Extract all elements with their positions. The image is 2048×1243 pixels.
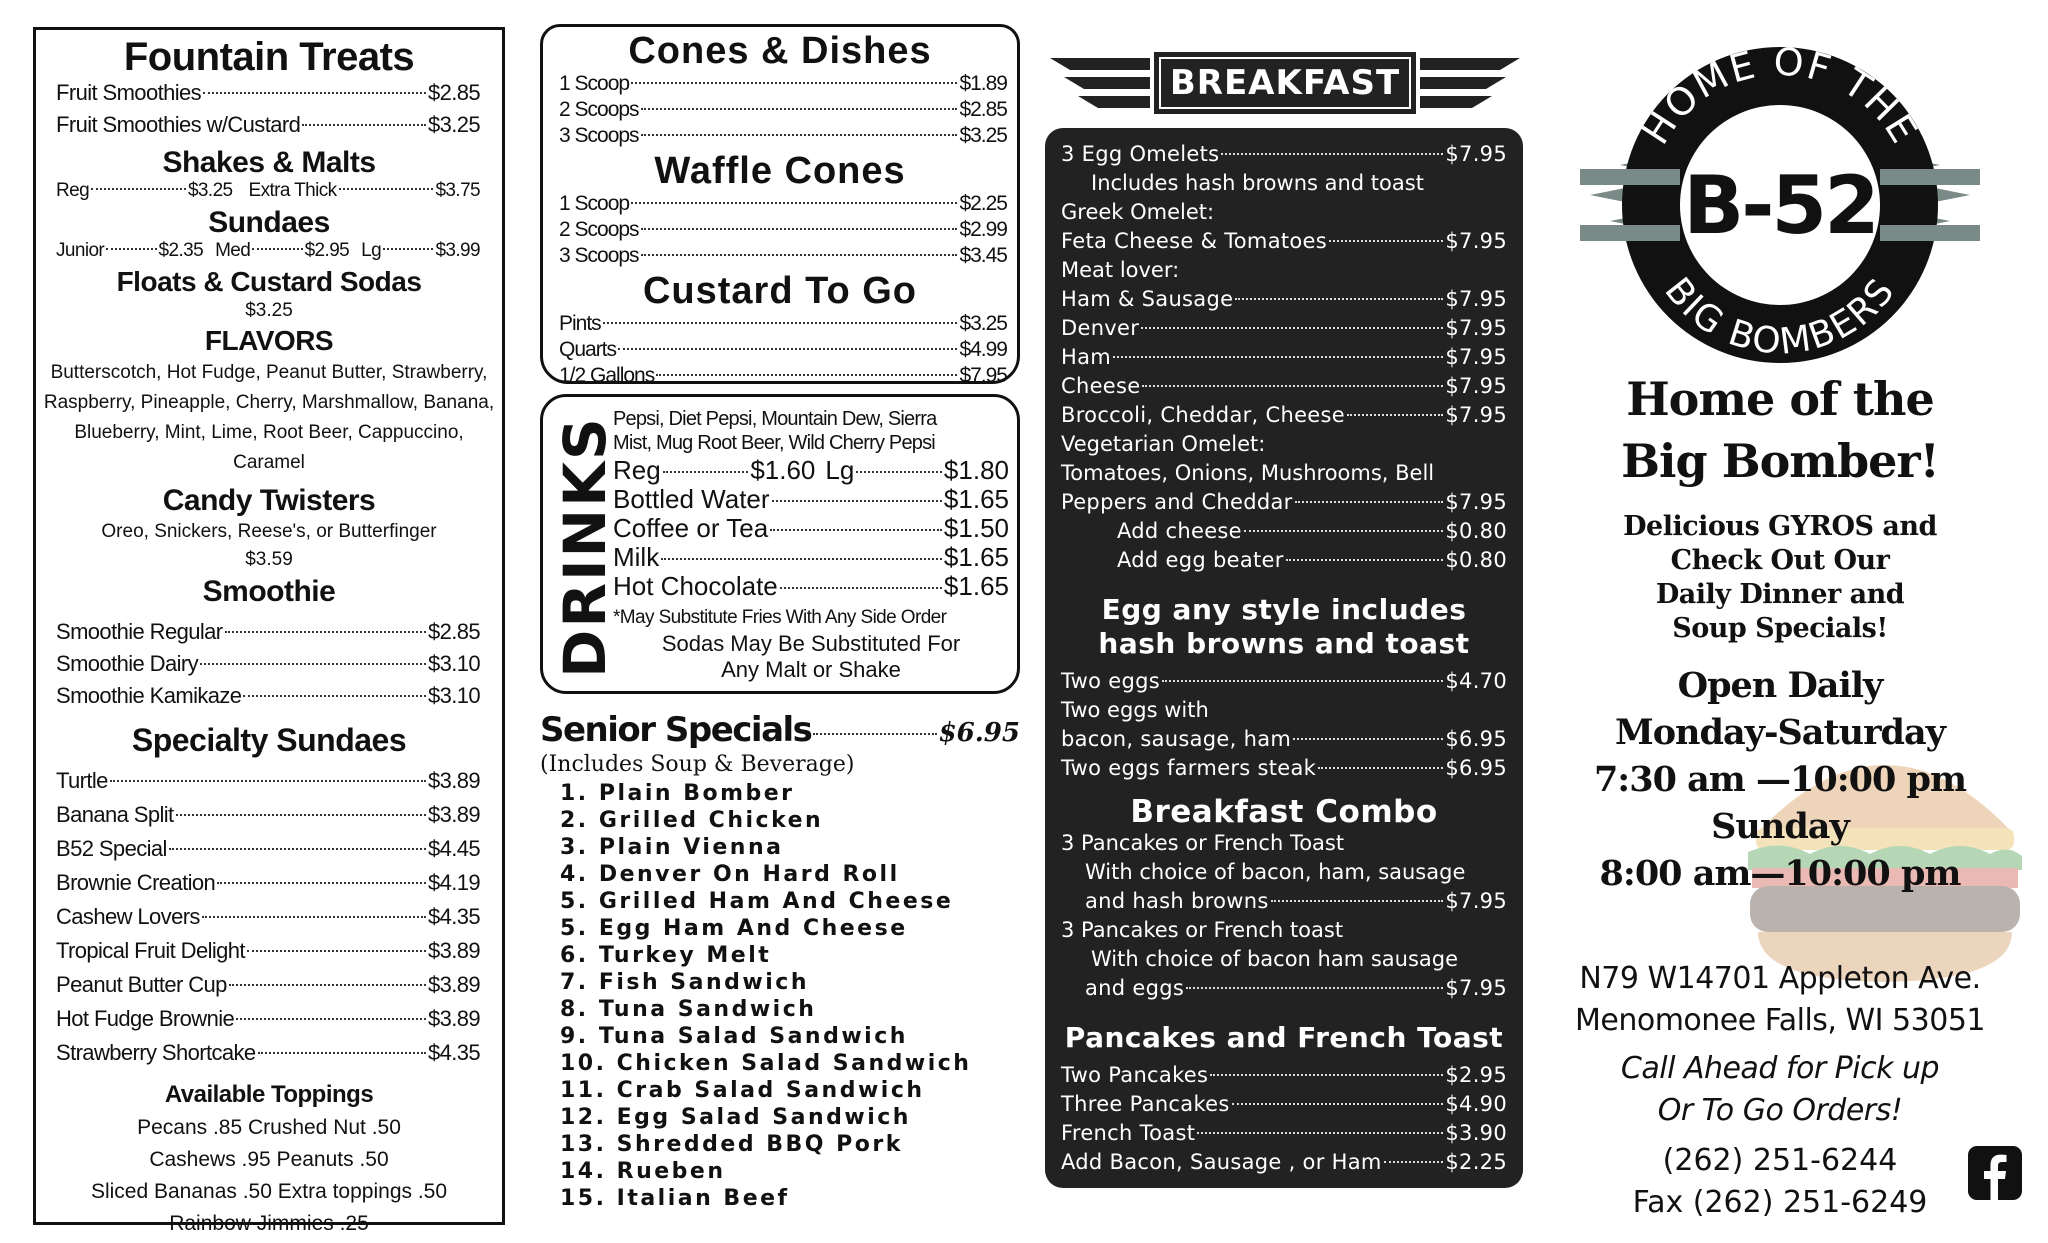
menu-item: Banana Split $3.89 — [56, 802, 480, 827]
menu-item: Hot Chocolate $1.65 — [613, 571, 1009, 601]
menu-item: Two eggs farmers steak $6.95 — [1061, 756, 1507, 780]
menu-item: B52 Special $4.45 — [56, 836, 480, 861]
menu-item: Feta Cheese & Tomatoes $7.95 — [1061, 229, 1507, 253]
logo-text-ring — [1580, 45, 1980, 365]
cones-title: Cones & Dishes — [628, 30, 932, 72]
toppings-line: Sliced Bananas .50 Extra toppings .50 — [90, 1180, 448, 1203]
menu-item: French Toast $3.90 — [1061, 1121, 1507, 1145]
phone-number[interactable]: (262) 251-6244 — [1662, 1143, 1898, 1178]
menu-item: Smoothie Kamikaze $3.10 — [56, 683, 480, 708]
breakfast-banner — [1050, 52, 1520, 114]
meat-label: Meat lover: — [1061, 258, 1180, 282]
promo-line: Check Out Our — [1670, 545, 1890, 576]
svg-text:HOME OF THE — [1633, 45, 1927, 152]
sodas-line: Mist, Mug Root Beer, Wild Cherry Pepsi — [613, 432, 935, 454]
togo-title: Custard To Go — [642, 270, 918, 312]
drinks-panel — [540, 394, 1020, 694]
senior-specials-panel — [540, 710, 1020, 1212]
hours-line: Monday-Saturday — [1614, 712, 1946, 753]
fountain-title: Fountain Treats — [123, 35, 415, 79]
specialty-list — [36, 764, 502, 1070]
combo-line: With choice of bacon, ham, sausage — [1085, 860, 1466, 884]
list-item: 13. Shredded BBQ Pork — [560, 1132, 903, 1157]
toppings-line: Pecans .85 Crushed Nut .50 — [137, 1116, 401, 1139]
sodas-line: Pepsi, Diet Pepsi, Mountain Dew, Sierra — [613, 408, 937, 430]
menu-item: Cashew Lovers $4.35 — [56, 904, 480, 929]
menu-item: Smoothie Dairy $3.10 — [56, 651, 480, 676]
toppings-line: Cashews .95 Peanuts .50 — [149, 1148, 389, 1171]
menu-item: 3 Egg Omelets $7.95 — [1061, 142, 1507, 166]
senior-subtitle: (Includes Soup & Beverage) — [540, 752, 855, 777]
promo-line: Daily Dinner and — [1655, 579, 1905, 610]
smoothie-title: Smoothie — [202, 575, 336, 608]
menu-item: Bottled Water $1.65 — [613, 484, 1009, 514]
b52-logo — [1580, 45, 1980, 365]
list-item: 14. Rueben — [560, 1159, 726, 1184]
promo-text — [1560, 510, 2000, 646]
menu-item: Two Pancakes $2.95 — [1061, 1063, 1507, 1087]
combo-line: With choice of bacon ham sausage — [1091, 947, 1459, 971]
drinks-list — [613, 407, 1009, 683]
list-item: 3. Plain Vienna — [560, 835, 784, 860]
flavors-line: Butterscotch, Hot Fudge, Peanut Butter, Strawberry, — [50, 362, 488, 383]
address — [1540, 958, 2020, 1042]
menu-item: Peppers and Cheddar $7.95 — [1061, 490, 1507, 514]
candy-text: Oreo, Snickers, Reese's, or Butterfinger — [101, 521, 437, 542]
headline-line: Big Bomber! — [1621, 434, 1939, 488]
call-line: Call Ahead for Pick up — [1620, 1051, 1940, 1086]
menu-item: Quarts $4.99 — [559, 338, 1007, 361]
menu-item: Add egg beater $0.80 — [1117, 548, 1507, 572]
menu-item: Three Pancakes $4.90 — [1061, 1092, 1507, 1116]
senior-title-row — [540, 710, 1020, 750]
menu-item: Coffee or Tea $1.50 — [613, 513, 1009, 543]
menu-item: 1 Scoop $2.25 — [559, 192, 1007, 215]
fax-number: Fax (262) 251-6249 — [1632, 1185, 1928, 1220]
combo-line: 3 Pancakes or French Toast — [1061, 831, 1345, 855]
menu-item: Hot Fudge Brownie $3.89 — [56, 1006, 480, 1031]
phone-block — [1560, 1140, 2000, 1224]
list-item: 8. Tuna Sandwich — [560, 997, 817, 1022]
egg-title: Egg any style includes — [1101, 593, 1467, 626]
menu-item: 3 Scoops $3.25 — [559, 124, 1007, 147]
menu-item: Pints $3.25 — [559, 312, 1007, 335]
breakfast-panel — [1045, 128, 1523, 1188]
facebook-glyph — [1968, 1146, 2022, 1200]
menu-item: Fruit Smoothies $2.85 — [56, 80, 480, 105]
list-item: 4. Denver On Hard Roll — [560, 862, 900, 887]
menu-item: Two eggs $4.70 — [1061, 669, 1507, 693]
floats-price: $3.25 — [245, 300, 293, 321]
menu-item: bacon, sausage, ham $6.95 — [1061, 727, 1507, 751]
cones-dishes-panel — [540, 24, 1020, 387]
menu-item: Turtle $3.89 — [56, 768, 480, 793]
candy-price: $3.59 — [245, 549, 293, 570]
list-item: 11. Crab Salad Sandwich — [560, 1078, 925, 1103]
soda-prices: Reg $1.60 Lg $1.80 — [613, 455, 1009, 485]
combo-line: 3 Pancakes or French toast — [1061, 918, 1344, 942]
headline — [1560, 368, 2000, 492]
flavors-line: Raspberry, Pineapple, Cherry, Marshmallow, Banana, — [43, 392, 495, 413]
pancake-title: Pancakes and French Toast — [1064, 1021, 1504, 1054]
list-item: 2. Grilled Chicken — [560, 808, 824, 833]
menu-item: 3 Scoops $3.45 — [559, 244, 1007, 267]
menu-item: Milk $1.65 — [613, 542, 1009, 572]
list-item: 12. Egg Salad Sandwich — [560, 1105, 911, 1130]
combo-title: Breakfast Combo — [1130, 794, 1438, 830]
omelet-note: Includes hash browns and toast — [1091, 171, 1424, 195]
fountain-treats-panel — [33, 27, 505, 1235]
sundaes-prices: Junior $2.35 Med $2.95 Lg $3.99 — [56, 240, 480, 261]
shakes-title: Shakes & Malts — [162, 146, 376, 179]
logo-bottom-text: BIG BOMBERS — [1656, 270, 1904, 363]
promo-line: Delicious GYROS and — [1623, 511, 1937, 542]
list-item: 5. Egg Ham And Cheese — [560, 916, 908, 941]
list-item: 10. Chicken Salad Sandwich — [560, 1051, 972, 1076]
hours-line: 8:00 am—10:00 pm — [1599, 853, 1961, 894]
list-item: 1. Plain Bomber — [560, 781, 795, 806]
facebook-icon[interactable] — [1968, 1146, 2022, 1200]
egg-title: hash browns and toast — [1098, 627, 1470, 660]
breakfast-title: BREAKFAST — [1169, 63, 1401, 103]
specialty-title: Specialty Sundaes — [131, 722, 407, 758]
list-item: 5. Grilled Ham And Cheese — [560, 889, 954, 914]
menu-item: Add Bacon, Sausage , or Ham $2.25 — [1061, 1150, 1507, 1174]
floats-title: Floats & Custard Sodas — [116, 266, 422, 297]
two-eggs-with: Two eggs with — [1061, 698, 1209, 722]
list-item: 7. Fish Sandwich — [560, 970, 809, 995]
menu-item: Smoothie Regular $2.85 — [56, 619, 480, 644]
hours-line: 7:30 am —10:00 pm — [1593, 759, 1967, 800]
menu-item: Peanut Butter Cup $3.89 — [56, 972, 480, 997]
logo-top-text: HOME OF THE — [1633, 45, 1927, 152]
menu-item: Cheese $7.95 — [1061, 374, 1507, 398]
senior-list — [540, 780, 1020, 1212]
menu-item: and hash browns $7.95 — [1085, 889, 1507, 913]
menu-item: Brownie Creation $4.19 — [56, 870, 480, 895]
list-item: 9. Tuna Salad Sandwich — [560, 1024, 908, 1049]
list-item: 6. Turkey Melt — [560, 943, 772, 968]
menu-item: Tropical Fruit Delight $3.89 — [56, 938, 480, 963]
hours-line: Open Daily — [1677, 665, 1883, 706]
svg-text:BIG BOMBERS — [1656, 270, 1903, 363]
menu-item: Ham & Sausage $7.95 — [1061, 287, 1507, 311]
flavors-line: Blueberry, Mint, Lime, Root Beer, Cappuccino, Caramel — [74, 422, 464, 473]
drinks-side-title: DRINKS — [551, 416, 619, 678]
menu-item: Add cheese $0.80 — [1117, 519, 1507, 543]
candy-title: Candy Twisters — [162, 484, 376, 517]
senior-price: $6.95 — [938, 718, 1020, 748]
shakes-prices: Reg $3.25 Extra Thick $3.75 — [56, 180, 481, 201]
toppings-title: Available Toppings — [164, 1081, 374, 1108]
senior-title: Senior Specials — [540, 710, 812, 750]
address-line: Menomonee Falls, WI 53051 — [1575, 1003, 1985, 1038]
drinks-note: *May Substitute Fries With Any Side Order — [613, 607, 947, 628]
list-item: 15. Italian Beef — [560, 1186, 790, 1211]
waffle-title: Waffle Cones — [654, 150, 906, 192]
drinks-note: Sodas May Be Substituted For — [661, 631, 961, 656]
call-ahead — [1560, 1048, 2000, 1132]
menu-item: 2 Scoops $2.85 — [559, 98, 1007, 121]
headline-line: Home of the — [1626, 372, 1934, 426]
call-line: Or To Go Orders! — [1657, 1093, 1903, 1128]
menu-item: Ham $7.95 — [1061, 345, 1507, 369]
greek-label: Greek Omelet: — [1061, 200, 1215, 224]
menu-item: Broccoli, Cheddar, Cheese $7.95 — [1061, 403, 1507, 427]
hours — [1560, 662, 2000, 897]
menu-item: 2 Scoops $2.99 — [559, 218, 1007, 241]
promo-line: Soup Specials! — [1672, 613, 1888, 644]
menu-item: Denver $7.95 — [1061, 316, 1507, 340]
veg-line: Tomatoes, Onions, Mushrooms, Bell — [1061, 461, 1435, 485]
menu-item: 1 Scoop $1.89 — [559, 72, 1007, 95]
address-line: N79 W14701 Appleton Ave. — [1579, 961, 1981, 996]
menu-item: Fruit Smoothies w/Custard $3.25 — [56, 112, 480, 137]
menu-item: and eggs $7.95 — [1085, 976, 1507, 1000]
logo-mid-text: B-52 — [1683, 159, 1877, 252]
menu-item: 1/2 Gallons $7.95 — [559, 364, 1007, 387]
flavors-title: FLAVORS — [204, 325, 334, 356]
veg-label: Vegetarian Omelet: — [1061, 432, 1266, 456]
drinks-note: Any Malt or Shake — [721, 657, 901, 682]
toppings-line: Rainbow Jimmies .25 — [169, 1212, 369, 1235]
menu-item: Strawberry Shortcake $4.35 — [56, 1040, 480, 1065]
hours-line: Sunday — [1711, 806, 1849, 847]
sundaes-title: Sundaes — [208, 206, 330, 239]
